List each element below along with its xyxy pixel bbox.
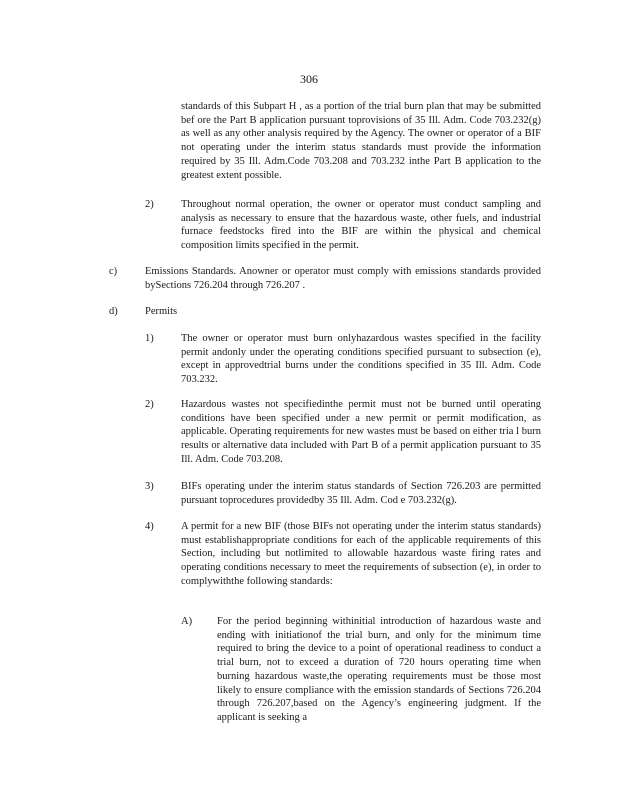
paragraph-permit-1 <box>181 332 541 387</box>
section-heading-permits <box>145 305 541 319</box>
paragraph-text: BIFs operating under the interim status standards of Section 726.203 are permitted pursuant toprocedures providedby 35 Ill. Adm. Cod e 703.232(g). <box>181 481 541 506</box>
heading-text: Permits <box>145 306 178 317</box>
paragraph-continuation <box>181 100 541 182</box>
page-number: 306 <box>300 72 318 86</box>
item-marker: 1) <box>145 333 154 344</box>
paragraph-normal-operation <box>181 198 541 253</box>
section-marker: c) <box>109 266 118 277</box>
paragraph-permit-4-a <box>217 615 541 725</box>
paragraph-text: A permit for a new BIF (those BIFs not operating under the interim status standards) must establishappropriate conditions for each of the applicable requirements of this Section, including but notlimited to allowable hazardous waste firing rates and operating conditions necessary to meet the requirements of subsection (e), in order to complywiththe following standards: <box>181 521 541 587</box>
item-marker: 4) <box>145 521 154 532</box>
paragraph-text: Emissions Standards. Anowner or operator must comply with emissions standards provided bySections 726.204 through 726.207 . <box>145 266 541 291</box>
section-marker: d) <box>109 306 118 317</box>
paragraph-permit-3 <box>181 480 541 507</box>
item-marker: 2) <box>145 399 154 410</box>
subitem-marker: A) <box>181 616 193 627</box>
paragraph-text: Hazardous wastes not specifiedinthe permit must not be burned until operating conditions have been specified under a new permit or permit modification, as applicable. Operating requirements for new wastes must be based on either tria l burn results or alternative data included with Part B of a permit application pursuant to 35 Ill. Adm. Code 703.208. <box>181 399 541 465</box>
paragraph-permit-2 <box>181 398 541 467</box>
paragraph-text: The owner or operator must burn onlyhazardous wastes specified in the facility permit andonly under the operating conditions specified pursuant to subsection (e), except in approvedtrial burns under the conditions specified in 35 Ill. Adm. Code 703.232. <box>181 333 541 386</box>
paragraph-permit-4 <box>181 520 541 589</box>
paragraph-text: Throughout normal operation, the owner or operator must conduct sampling and analysis as necessary to ensure that the hazardous waste, other fuels, and industrial furnace feedstocks fired into the BIF are within the physical and chemical composition limits specified in the permit. <box>181 199 541 252</box>
item-marker: 3) <box>145 481 154 492</box>
paragraph-emissions-standards <box>145 265 541 292</box>
paragraph-text: For the period beginning withinitial introduction of hazardous waste and ending with initiationof the trial burn, and only for the minimum time required to bring the device to a point of operational readiness to conduct a trial burn, not to exceed a duration of 720 hours operating time when burning hazardous waste,the operating requirements must be those most likely to ensure compliance with the emission standards of Sections 726.204 through 726.207,based on the Agency’s engineering judgment. If the applicant is seeking a <box>217 616 541 723</box>
paragraph-text: standards of this Subpart H , as a portion of the trial burn plan that may be submitted bef ore the Part B application pursuant toprovisions of 35 Ill. Adm. Code 703.232(g) as well as any other analysis required by the Agency. The owner or operator of a BIF not operating under the interim status standards must provide the information required by 35 Ill. Adm.Code 703.208 and 703.232 inthe Part B application to the greatest extent possible. <box>181 101 541 181</box>
item-marker: 2) <box>145 199 154 210</box>
